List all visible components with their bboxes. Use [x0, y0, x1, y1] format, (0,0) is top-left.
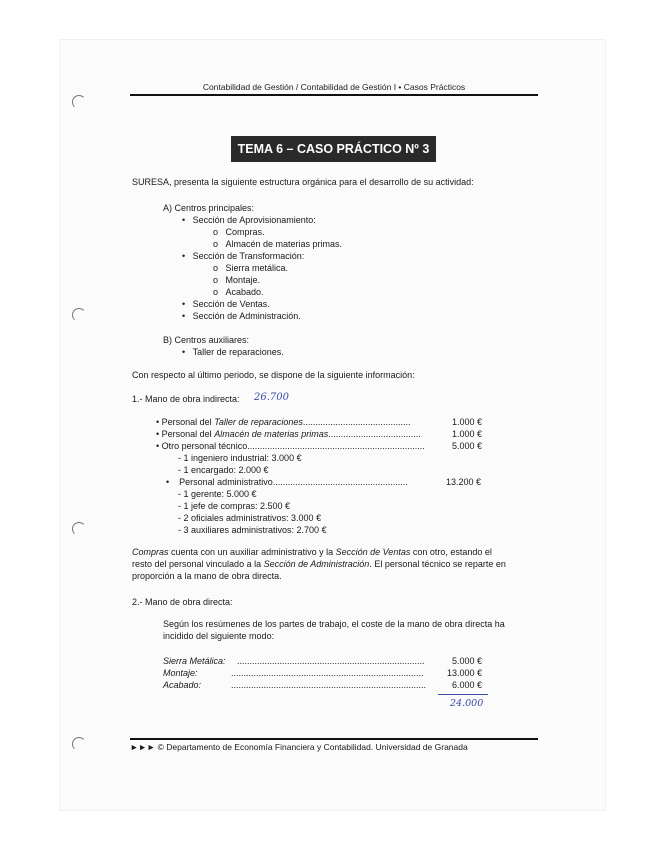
detail-line: - 1 gerente: 5.000 € [178, 489, 257, 499]
cost-line: • Personal del Taller de reparaciones........................................... [156, 417, 411, 427]
direct-cost-amount: 13.000 € [447, 668, 483, 678]
dot-leader: .............................................................................. [231, 680, 427, 690]
detail-line: - 1 jefe de compras: 2.500 € [178, 501, 291, 511]
list-item: • Taller de reparaciones. [182, 347, 284, 357]
footer-rule [130, 738, 538, 740]
info-intro: Con respecto al último periodo, se dispone de la siguiente información: [132, 370, 415, 380]
section-b-heading: B) Centros auxiliares: [163, 335, 250, 345]
mod-directa-text: incidido del siguiente modo: [163, 631, 275, 641]
mod-directa-heading: 2.- Mano de obra directa: [132, 597, 233, 607]
cost-amount: 5.000 € [452, 441, 483, 451]
intro-text: SURESA, presenta la siguiente estructura orgánica para el desarrollo de su actividad: [132, 177, 474, 187]
list-item: o Sierra metálica. [213, 263, 289, 273]
list-item: o Almacén de materias primas. [213, 239, 343, 249]
case-title: TEMA 6 – CASO PRÁCTICO Nº 3 [231, 136, 436, 162]
running-header: Contabilidad de Gestión / Contabilidad de Gestión I • Casos Prácticos [202, 82, 466, 92]
direct-cost-amount: 6.000 € [452, 680, 483, 690]
list-item: • Sección de Aprovisionamiento: [182, 215, 316, 225]
dot-leader: ............................................................................. [231, 668, 424, 678]
cost-line: • Otro personal técnico....................................................................... [156, 441, 425, 451]
cost-amount: 13.200 € [446, 477, 482, 487]
mod-directa-text: Según los resúmenes de los partes de trabajo, el coste de la mano de obra directa ha [163, 619, 505, 629]
detail-line: - 2 oficiales administrativos: 3.000 € [178, 513, 322, 523]
paragraph-line: proporción a la mano de obra directa. [132, 571, 282, 581]
detail-line: - 1 ingeniero industrial: 3.000 € [178, 453, 302, 463]
detail-line: - 1 encargado: 2.000 € [178, 465, 269, 475]
detail-line: - 3 auxiliares administrativos: 2.700 € [178, 525, 327, 535]
cost-line: • Personal administrativo...................................................... [166, 477, 408, 487]
binder-ring-icon [72, 737, 86, 751]
cost-amount: 1.000 € [452, 429, 483, 439]
binder-ring-icon [72, 522, 86, 536]
list-item: o Montaje. [213, 275, 261, 285]
list-item: o Acabado. [213, 287, 264, 297]
handwritten-note: 26.700 [254, 392, 289, 403]
cost-amount: 1.000 € [452, 417, 483, 427]
cost-line: • Personal del Almacén de materias primas..................................... [156, 429, 421, 439]
list-item: • Sección de Transformación: [182, 251, 305, 261]
dot-leader: ........................................................................... [237, 656, 425, 666]
header-rule [130, 94, 538, 96]
footer: ►►► © Departamento de Economía Financiera y Contabilidad. Universidad de Granada [130, 742, 468, 752]
paragraph-line: Compras cuenta con un auxiliar administrativo y la Sección de Ventas con otro, estando el [132, 547, 492, 557]
list-item: • Sección de Administración. [182, 311, 301, 321]
handwritten-underline [438, 694, 488, 695]
handwritten-total: 24.000 [450, 698, 484, 709]
direct-cost-amount: 5.000 € [452, 656, 483, 666]
direct-cost-label: Sierra Metálica: [163, 656, 226, 666]
paragraph-line: resto del personal vinculado a la Sección de Administración. El personal técnico se reparte en [132, 559, 506, 569]
direct-cost-label: Acabado: [163, 680, 202, 690]
list-item: • Sección de Ventas. [182, 299, 270, 309]
direct-cost-label: Montaje: [163, 668, 198, 678]
section-a-heading: A) Centros principales: [163, 203, 255, 213]
arrow-icon: ►►► [130, 742, 156, 752]
binder-ring-icon [72, 308, 86, 322]
mod-indirecta-heading: 1.- Mano de obra indirecta: [132, 394, 240, 404]
binder-ring-icon [72, 95, 86, 109]
list-item: o Compras. [213, 227, 265, 237]
